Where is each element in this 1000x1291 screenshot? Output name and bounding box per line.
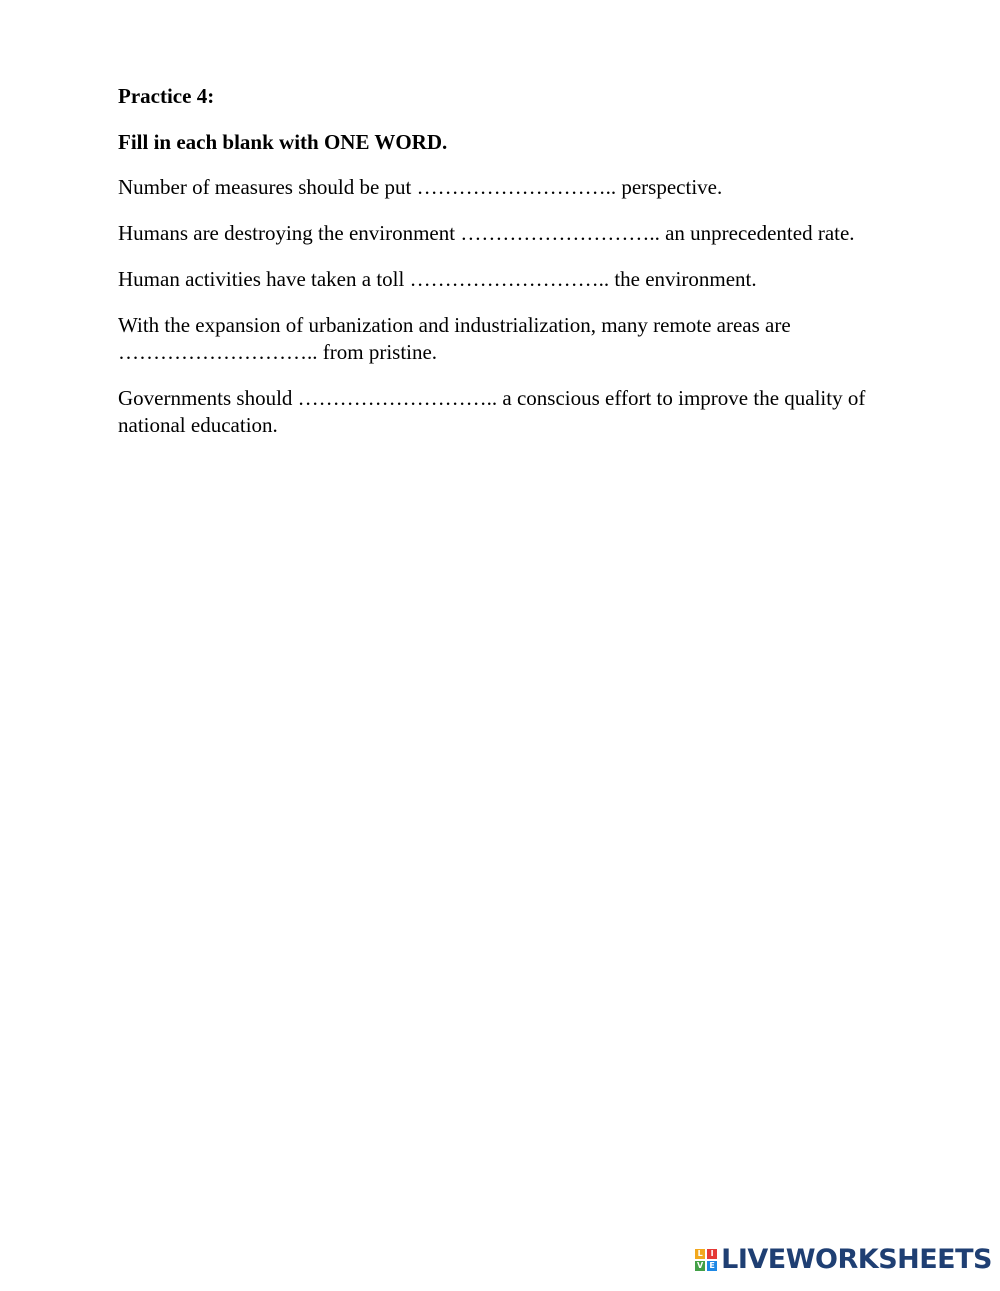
sentence-4: With the expansion of urbanization and industrialization, many remote areas are ……………………….. from pristine. (118, 313, 791, 364)
logo-blocks-icon (695, 1249, 717, 1271)
logo-text: LIVEWORKSHEETS (721, 1244, 992, 1275)
sentence-3: Human activities have taken a toll ……………………….. the environment. (118, 267, 757, 291)
liveworksheets-logo (695, 1244, 992, 1275)
logo-block-l: L (695, 1249, 705, 1259)
worksheet-page (118, 82, 898, 458)
logo-block-i: I (707, 1249, 717, 1259)
logo-block-e: E (707, 1261, 717, 1271)
practice-heading: Practice 4: (118, 84, 215, 108)
logo-block-v: V (697, 1260, 704, 1270)
sentence-2: Humans are destroying the environment ……………………….. an unprecedented rate. (118, 221, 855, 245)
sentence-1: Number of measures should be put ……………………….. perspective. (118, 175, 723, 199)
instruction-text: Fill in each blank with ONE WORD. (118, 130, 448, 154)
sentence-5: Governments should ……………………….. a conscious effort to improve the quality of national education. (118, 386, 866, 437)
